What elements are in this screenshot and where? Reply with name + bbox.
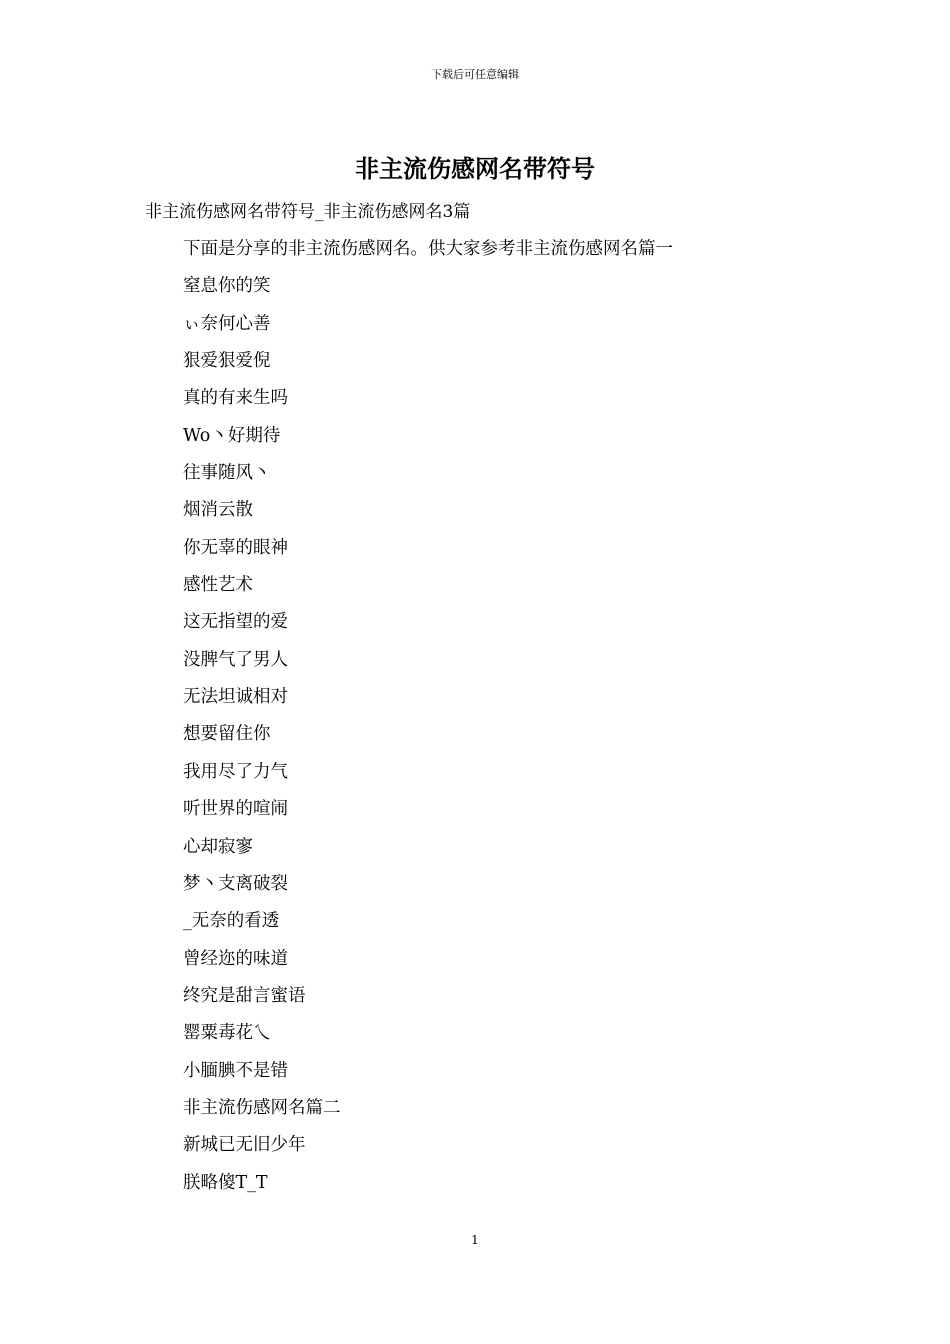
list-item: 往事随风丶 (183, 463, 271, 484)
page-number: 1 (471, 1233, 479, 1247)
list-item: 曾经迩的味道 (183, 948, 288, 969)
list-item: 听世界的喧闹 (183, 799, 288, 820)
list-item: 窒息你的笑 (183, 276, 271, 297)
name-list (183, 236, 673, 1207)
list-item: 狠爱狠爱倪 (183, 351, 271, 372)
list-item: ぃ奈何心善 (183, 313, 271, 334)
list-item: Wo丶好期待 (183, 425, 281, 446)
page-header: 下载后可任意编辑 (431, 68, 519, 81)
list-item: 你无辜的眼神 (183, 537, 288, 558)
list-item: 心却寂寥 (183, 836, 253, 857)
list-item: 小腼腆不是错 (183, 1060, 288, 1081)
list-item: _无奈的看透 (183, 911, 280, 932)
list-item: 我用尽了力气 (183, 761, 288, 782)
list-item: 终究是甜言蜜语 (183, 985, 306, 1006)
list-item: 朕略傻T_T (183, 1172, 268, 1193)
list-item: 感性艺术 (183, 575, 253, 596)
list-item: 这无指望的爱 (183, 612, 288, 633)
document-title: 非主流伤感网名带符号 (355, 155, 595, 183)
section-heading: 非主流伤感网名篇二 (183, 1097, 341, 1118)
list-item: 梦丶支离破裂 (183, 873, 288, 894)
list-item: 没脾气了男人 (183, 649, 288, 670)
list-item: 想要留住你 (183, 724, 271, 745)
list-item: 无法坦诚相对 (183, 687, 288, 708)
list-item: 新城已无旧少年 (183, 1135, 306, 1156)
list-item: 罂粟毒花乀 (183, 1023, 271, 1044)
intro-paragraph: 下面是分享的非主流伤感网名。供大家参考非主流伤感网名篇一 (183, 239, 673, 259)
list-item: 真的有来生吗 (183, 388, 288, 409)
document-subtitle: 非主流伤感网名带符号_非主流伤感网名3篇 (145, 202, 471, 222)
list-item: 烟消云散 (183, 500, 253, 521)
